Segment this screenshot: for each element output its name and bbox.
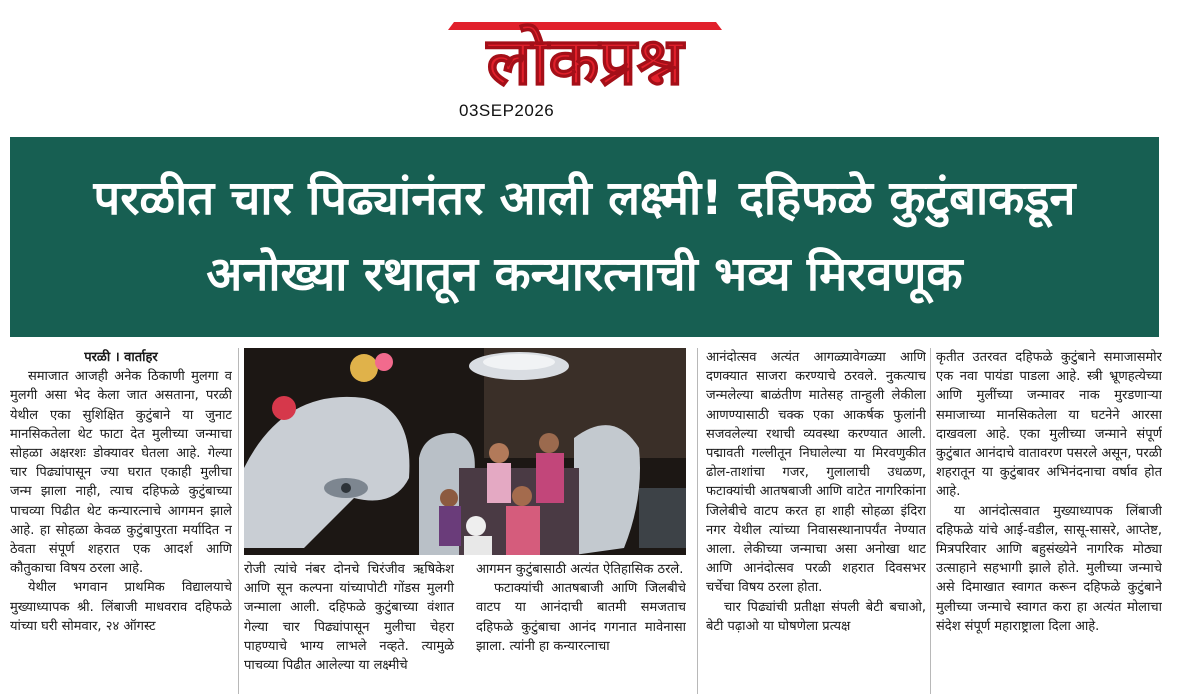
column-rule bbox=[697, 348, 698, 694]
headline-line-1: परळीत चार पिढ्यांनंतर आली लक्ष्मी! दहिफळे कुटुंबाकडून bbox=[93, 171, 1076, 226]
paragraph: चार पिढ्यांची प्रतीक्षा संपली बेटी बचाओ, बेटी पढ़ाओ या घोषणेला प्रत्यक्ष bbox=[706, 599, 926, 634]
article-column-3 bbox=[706, 348, 926, 694]
column-rule bbox=[930, 348, 931, 694]
article-column-2a bbox=[244, 560, 454, 675]
paragraph: येथील भगवान प्राथमिक विद्यालयाचे मुख्याध्यापक श्री. लिंबाजी माधवराव दहिफळे यांच्या घरी सोमवार, २४ ऑगस्ट bbox=[10, 580, 232, 634]
headline-line-2: अनोख्या रथातून कन्यारत्नाची भव्य मिरवणूक bbox=[206, 247, 963, 302]
paragraph: रोजी त्यांचे नंबर दोनचे चिरंजीव ऋषिकेश आणि सून कल्पना यांच्यापोटी गोंडस मुलगी जन्माला आली. दहिफळे कुटुंबाच्या वंशात गेल्या चार पिढ्यांपासून मुलीचा चेहरा पाहण्याचे भाग्य लाभले नव्हते. त्यामुळे पाचव्या पिढीत आलेल्या या लक्ष्मीचे bbox=[244, 562, 454, 674]
article-column-2b bbox=[476, 560, 686, 656]
chariot-photo bbox=[244, 348, 686, 555]
headline-banner bbox=[10, 137, 1159, 337]
masthead-logo bbox=[440, 4, 730, 100]
article-column-4 bbox=[936, 348, 1162, 694]
article-column-2 bbox=[244, 560, 686, 694]
issue-date: 03SEP2026 bbox=[459, 101, 555, 120]
chariot-photo-icon bbox=[244, 348, 686, 555]
column-rule bbox=[238, 348, 239, 694]
paragraph: आगमन कुटुंबासाठी अत्यंत ऐतिहासिक ठरले. bbox=[476, 562, 684, 577]
article-column-1 bbox=[10, 348, 232, 694]
paragraph: फटाक्यांची आतषबाजी आणि जिलबीचे वाटप या आनंदाची बातमी समजताच दहिफळे कुटुंबाचा आनंद गगनात मावेनासा झाला. त्यांनी हा कन्यारत्नाचा bbox=[476, 581, 686, 654]
paragraph: समाजात आजही अनेक ठिकाणी मुलगा व मुलगी असा भेद केला जात असताना, परळी येथील एका सुशिक्षित कुटुंबाने या जुनाट मानसिकतेला थेट फाटा देत मुलीच्या जन्माचा सोहळा अक्षरशः डोक्यावर घेतला आहे. गेल्या चार पिढ्यांपासून ज्या घरात एकाही मुलीचा जन्म झाला नाही, त्याच दहिफळे कुटुंबाच्या पाचव्या पिढीत थेट कन्यारत्नाचे आगमन झाले आहे. हा सोहळा केवळ कुटुंबापुरता मर्यादित न ठेवता संपूर्ण शहरात एक आदर्श आणि कौतुकाचा विषय ठरला आहे. bbox=[10, 369, 232, 577]
svg-text:लोकप्रश्न: लोकप्रश्न bbox=[486, 23, 684, 100]
paragraph: आनंदोत्सव अत्यंत आगळ्यावेगळ्या आणि दणक्यात साजरा करण्याचे ठरवले. नुकत्याच जन्मलेल्या बाळंतीण मातेसह तान्हुली लेकीला आणण्यासाठी चक्क एका आकर्षक फुलांनी सजवलेल्या रथाची व्यवस्था करण्यात आली. पद्मावती गल्लीतून निघालेल्या या मिरवणुकीत ढोल-ताशांचा गजर, गुलालाची उधळण, फटाक्यांची आतषबाजी आणि वाटेत नागरिकांना जिलेबीचे वाटप करत हा शाही सोहळा इंदिरा नगर येथील त्यांच्या निवासस्थानापर्यंत नेण्यात आला. लेकीच्या जन्माचा असा अनोखा थाट आणि आनंदोत्सव परळी शहरात दिवसभर चर्चेचा विषय ठरला होता. bbox=[706, 350, 926, 596]
paragraph: या आनंदोत्सवात मुख्याध्यापक लिंबाजी दहिफळे यांचे आई-वडील, सासू-सासरे, आप्तेष्ट, मित्रपरिवार आणि बहुसंख्येने नागरिक मोठ्या उत्साहाने सहभागी झाले होते. मुलीच्या जन्माचे असे दिमाखात स्वागत करून दहिफळे कुटुंबाने मुलीच्या जन्माचे स्वागत करा हा अत्यंत मोलाचा संदेश संपूर्ण महाराष्ट्राला दिला आहे. bbox=[936, 503, 1162, 634]
byline: परळी । वार्ताहर bbox=[84, 350, 158, 365]
paragraph: कृतीत उतरवत दहिफळे कुटुंबाने समाजासमोर एक नवा पायंडा पाडला आहे. स्त्री भ्रूणहत्येच्या आणि मुलींच्या जन्मावर नाक मुरडणाऱ्या समाजाच्या मानसिकतेला या घटनेने आरसा दाखवला आहे. एका मुलीच्या जन्माने संपूर्ण कुटुंबात आनंदाचे वातावरण पसरले असून, परळी शहरातून या कुटुंबावर अभिनंदनाचा वर्षाव होत आहे. bbox=[936, 350, 1162, 500]
